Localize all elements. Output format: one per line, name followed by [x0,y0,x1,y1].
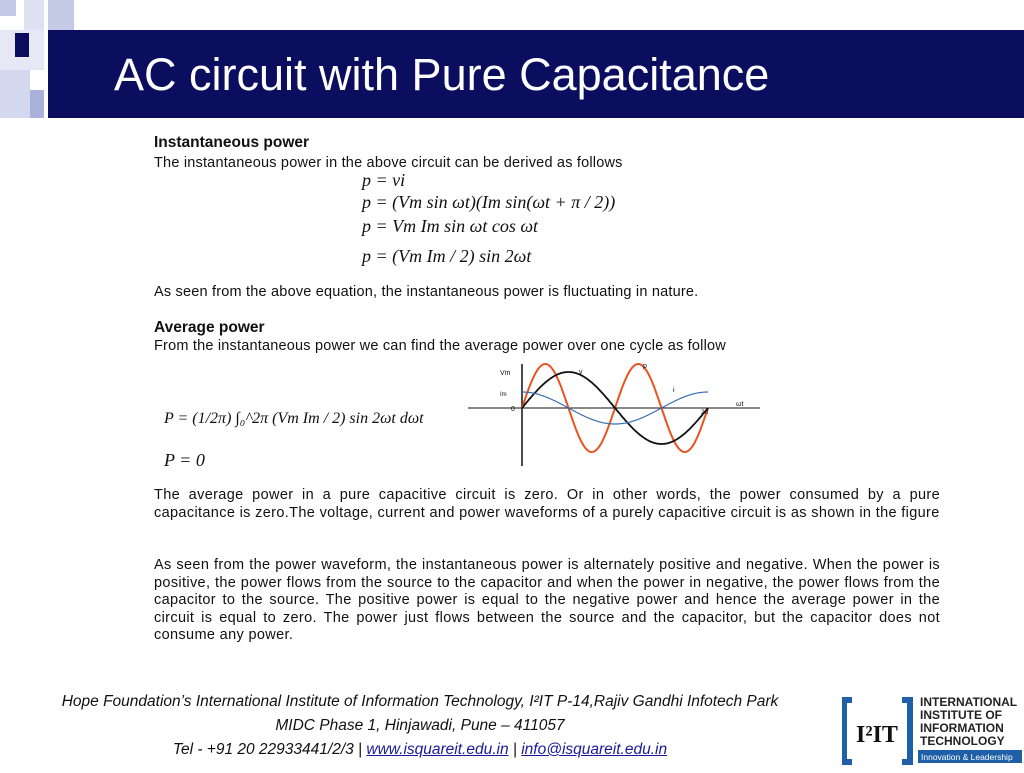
logo-text-line: INSTITUTE OF [920,708,1002,722]
footer-address-line: Hope Foundation’s International Institute of Information Technology, I²IT P-14,Rajiv Gandhi Infotech Park [61,693,779,710]
decorative-square [48,0,74,30]
decorative-square [30,90,44,118]
equation: p = vi [362,170,406,190]
p-label: p [643,363,647,370]
equation: p = (Vm Im / 2) sin 2ωt [362,246,532,266]
section-intro: From the instantaneous power we can find the average power over one cycle as follow [154,338,726,354]
paragraph: The average power in a pure capacitive circuit is zero. Or in other words, the power consumed by a pure capacitance is zero.The voltage, current and power waveforms of a purely capacitive circuit is as shown in the figure [154,487,940,521]
logo-bracket-right [902,700,910,762]
footer-phone: Tel - +91 20 22933441/2/3 | [172,741,367,758]
decorative-square [24,0,44,30]
vm-label: Vm [500,370,511,377]
logo-bracket-left [844,700,852,762]
logo-tagline: Innovation & Leadership [921,752,1013,762]
origin-label: 0 [511,406,515,413]
i-label: i [673,387,675,394]
institute-logo [842,692,1024,768]
im-label: Im [500,392,507,398]
logo-graphic [842,692,1024,768]
slide-title: AC circuit with Pure Capacitance [114,49,770,100]
logo-text-line: INFORMATION [920,721,1004,735]
footer-address-line: MIDC Phase 1, Hinjawadi, Pune – 411057 [275,717,565,734]
footer-separator: | [508,741,522,758]
wt-label: ωt [736,401,744,408]
slide-content [150,134,942,674]
email-link[interactable]: info@isquareit.edu.in [521,741,668,758]
decorative-square [15,33,29,57]
section-heading: Instantaneous power [154,134,310,151]
v-label: v [579,369,583,376]
end-label: 2π [701,410,709,416]
decorative-square [0,0,16,16]
footer [20,690,820,762]
equation: p = (Vm sin ωt)(Im sin(ωt + π / 2)) [362,192,616,212]
equation: p = Vm Im sin ωt cos ωt [362,216,539,236]
footer-contact-line [20,738,820,762]
equation: P = (1/2π) ∫₀^2π (Vm Im / 2) sin 2ωt dωt [164,410,424,427]
section-heading: Average power [154,319,265,336]
logo-text-line: TECHNOLOGY [920,734,1005,748]
logo-mark: I²IT [856,722,898,748]
equation-note: As seen from the above equation, the instantaneous power is fluctuating in nature. [154,284,699,300]
logo-text-line: INTERNATIONAL [920,695,1018,709]
decorative-square [0,70,30,118]
waveform-figure [468,362,768,472]
section-intro: The instantaneous power in the above circuit can be derived as follows [154,155,623,171]
website-link[interactable]: www.isquareit.edu.in [366,741,509,758]
paragraph: As seen from the power waveform, the instantaneous power is alternately positive and negative. When the power is positive, the power flows from the source to the capacitor and when the power in negative, the power flows from the capacitor to the source. The positive power is equal to the negative power and hence the average power in the circuit is equal to zero. The power just flows between the source and the capacitor, but the capacitor does not consume any power. [154,557,940,644]
equation: P = 0 [164,450,205,470]
